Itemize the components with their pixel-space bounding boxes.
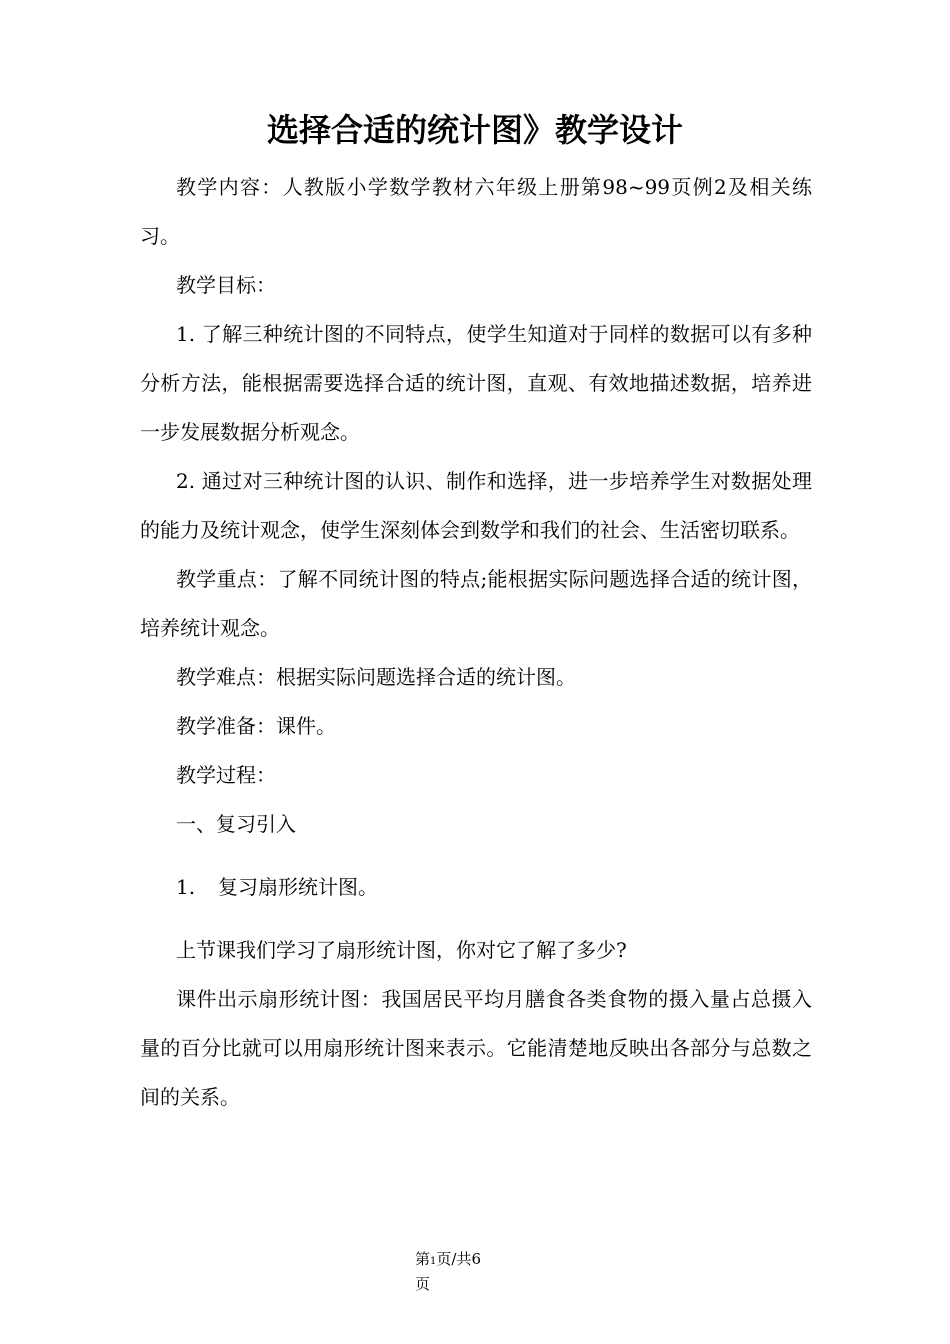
- paragraph-objective-1: 1. 了解三种统计图的不同特点，使学生知道对于同样的数据可以有多种分析方法，能根据需要选择合适的统计图，直观、有效地描述数据，培养进一步发展数据分析观念。: [140, 322, 812, 444]
- paragraph-teaching-content: 教学内容：人教版小学数学教材六年级上册第98~99页例2及相关练习。: [140, 175, 812, 248]
- footer-suffix: 页: [415, 1275, 431, 1293]
- paragraph-key-points: 教学重点：了解不同统计图的特点;能根据实际问题选择合适的统计图，培养统计观念。: [140, 567, 812, 640]
- footer-total-pages: 6: [471, 1250, 481, 1268]
- paragraph-objective-2: 2. 通过对三种统计图的认识、制作和选择，进一步培养学生对数据处理的能力及统计观念，使学生深刻体会到数学和我们的社会、生活密切联系。: [140, 469, 812, 542]
- paragraph-pie-chart-description: 课件出示扇形统计图：我国居民平均月膳食各类食物的摄入量占总摄入量的百分比就可以用扇形统计图来表示。它能清楚地反映出各部分与总数之间的关系。: [140, 987, 812, 1109]
- paragraph-objectives-heading: 教学目标：: [176, 273, 276, 297]
- paragraph-preparation: 教学准备：课件。: [176, 714, 336, 738]
- paragraph-difficult-points: 教学难点：根据实际问题选择合适的统计图。: [176, 665, 576, 689]
- footer-prefix: 第: [415, 1250, 431, 1268]
- footer-middle: 页/共: [436, 1250, 472, 1268]
- paragraph-section-one: 一、复习引入: [176, 812, 296, 836]
- document-body: [140, 163, 812, 1122]
- list-item-review: [140, 863, 812, 912]
- footer-page-number: 1: [430, 1256, 437, 1267]
- page-footer: [415, 1248, 535, 1296]
- paragraph-process-heading: 教学过程：: [176, 763, 276, 787]
- list-item-text: 复习扇形统计图。: [218, 875, 378, 899]
- paragraph-review-question: 上节课我们学习了扇形统计图，你对它了解了多少?: [176, 938, 627, 962]
- list-item-number: 1.: [176, 875, 196, 899]
- document-title: 选择合适的统计图》教学设计: [266, 111, 683, 149]
